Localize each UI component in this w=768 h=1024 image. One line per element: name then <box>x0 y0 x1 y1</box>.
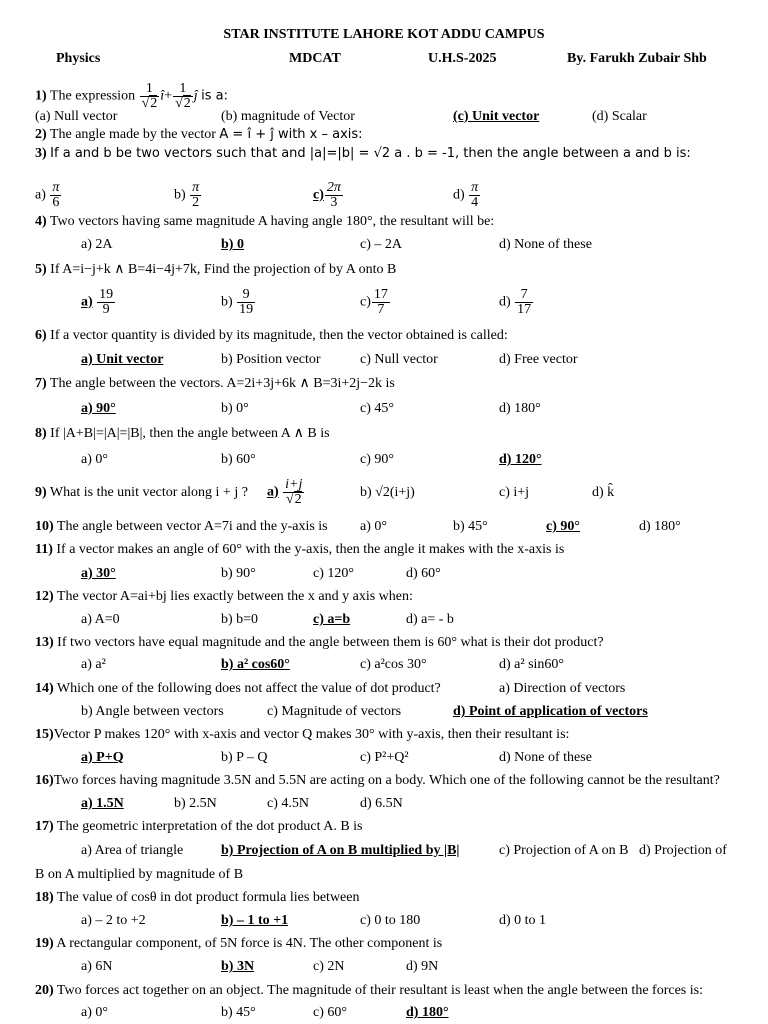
option-d[interactable]: d) $\frac{\pi}{4}$ <box>453 180 479 210</box>
option-a[interactable]: a) 0° <box>360 519 387 534</box>
option-d-correct[interactable]: d) 120° <box>499 452 542 467</box>
option-b[interactable]: b) b=0 <box>221 612 259 627</box>
option-c[interactable]: c) 60° <box>313 1005 347 1020</box>
option-b-correct[interactable]: b) 0 <box>221 237 244 252</box>
question-text: Which one of the following does not affect the value of dot product? <box>56 681 441 696</box>
option-c[interactable]: c) 0 to 180 <box>360 913 421 928</box>
question-6 <box>35 328 508 344</box>
question-3 <box>35 146 691 162</box>
option-b[interactable]: b) 45° <box>221 1005 256 1020</box>
question-text: The angle made by the vector <box>49 127 216 142</box>
question-text: If |A+B|=|A|=|B|, then the angle between A ∧ B is <box>50 426 330 441</box>
question-13 <box>35 635 604 651</box>
question-number: 10) <box>35 519 54 534</box>
option-b[interactable]: b) $\frac{9}{19}$ <box>221 287 254 317</box>
option-a[interactable]: a) $\frac{\pi}{6}$ <box>35 180 60 210</box>
question-text: The value of cosθ in dot product formula lies between <box>56 890 360 905</box>
option-d[interactable]: d) Projection of <box>639 843 727 858</box>
question-text: Two forces act together on an object. The magnitude of their resultant is least when the angle between the forces is: <box>56 983 703 998</box>
question-number: 1) <box>35 88 47 104</box>
option-b[interactable]: b) $\frac{\pi}{2}$ <box>174 180 200 210</box>
question-5 <box>35 262 396 278</box>
board-label: U.H.S-2025 <box>428 51 497 66</box>
option-b[interactable]: b) P – Q <box>221 750 268 765</box>
option-d[interactable]: d) 60° <box>406 566 441 581</box>
option-d[interactable]: d) a² sin60° <box>499 657 565 672</box>
option-d[interactable]: d) 180° <box>499 401 541 416</box>
question-text: The expression <box>49 88 136 104</box>
author-label: By. Farukh Zubair Shb <box>567 51 707 66</box>
option-c[interactable]: c) $\frac{17}{7}$ <box>360 287 388 317</box>
question-text: The angle between vector A=7i and the y-axis is <box>56 519 328 534</box>
option-c[interactable]: c) 2N <box>313 959 345 974</box>
question-number: 5) <box>35 262 47 277</box>
question-8 <box>35 426 330 442</box>
option-d[interactable]: d) 180° <box>639 519 681 534</box>
option-d[interactable]: d) a= - b <box>406 612 454 627</box>
option-c-correct[interactable]: c) a=b <box>313 612 351 627</box>
question-14 <box>35 681 441 697</box>
exam-label: MDCAT <box>289 51 341 66</box>
option-a[interactable]: a) 6N <box>81 959 113 974</box>
question-number: 18) <box>35 890 54 905</box>
option-a-correct[interactable]: a) $\frac{i+j}{√2}$ <box>267 477 303 507</box>
page-title: STAR INSTITUTE LAHORE KOT ADDU CAMPUS <box>223 27 545 42</box>
question-7 <box>35 376 395 392</box>
question-number: 6) <box>35 328 47 343</box>
question-number: 20) <box>35 983 54 998</box>
option-a-correct[interactable]: a) 1.5N <box>81 796 124 811</box>
question-text: Two forces having magnitude 3.5N and 5.5N are acting on a body. Which one of the following cannot be the resultant? <box>53 773 720 788</box>
question-text: Vector P makes 120° with x-axis and vector Q makes 30° with y-axis, then their resultant is: <box>53 727 570 742</box>
option-d[interactable]: d) None of these <box>499 237 592 252</box>
option-b-correct[interactable]: b) Projection of A on B multiplied by |B| <box>221 843 460 858</box>
question-12 <box>35 589 413 605</box>
question-text: If a vector quantity is divided by its magnitude, then the vector obtained is called: <box>50 328 508 343</box>
question-4 <box>35 214 494 230</box>
question-17 <box>35 819 363 835</box>
question-text: If A=i−j+k ∧ B=4i−4j+7k, Find the projection of by A onto B <box>50 262 397 277</box>
option-c[interactable]: c) Magnitude of vectors <box>267 704 402 719</box>
option-b[interactable]: b) 2.5N <box>174 796 217 811</box>
option-d[interactable]: (d) Scalar <box>592 109 647 124</box>
question-16 <box>35 773 720 789</box>
option-a-correct[interactable]: a) Unit vector <box>81 352 164 367</box>
option-a[interactable]: a) A=0 <box>81 612 120 627</box>
question-text: If a and b be two vectors such that and |a|=|b| = √2 a . b = -1, then the angle between a and b is: <box>50 146 691 161</box>
option-c[interactable]: c) Null vector <box>360 352 438 367</box>
question-number: 3) <box>35 146 47 161</box>
option-c[interactable]: c) Projection of A on B <box>499 843 629 858</box>
question-2 <box>35 127 363 143</box>
question-19 <box>35 936 442 952</box>
question-number: 16) <box>35 773 54 788</box>
option-b[interactable]: b) 60° <box>221 452 256 467</box>
option-c[interactable]: c) P²+Q² <box>360 750 409 765</box>
question-text: If a vector makes an angle of 60° with the y-axis, then the angle it makes with the x-axis is <box>56 542 565 557</box>
question-text-end: is a: <box>201 88 229 104</box>
question-20 <box>35 983 703 999</box>
option-a[interactable]: a) 0° <box>81 1005 108 1020</box>
option-d[interactable]: d) $\frac{7}{17}$ <box>499 287 532 317</box>
option-d[interactable]: d) 9N <box>406 959 439 974</box>
expression-fraction: $\frac{1}{√2}$ <box>175 81 191 111</box>
option-c-correct[interactable]: c) $\frac{2\pi}{3}$ <box>313 180 341 210</box>
option-a-correct[interactable]: a) $\frac{19}{9}$ <box>81 287 114 317</box>
question-text: If two vectors have equal magnitude and the angle between them is 60° what is their dot product? <box>57 635 604 650</box>
option-b[interactable]: b) 90° <box>221 566 256 581</box>
option-a-correct[interactable]: a) 90° <box>81 401 116 416</box>
question-text: Two vectors having same magnitude A having angle 180°, the resultant will be: <box>49 214 495 229</box>
option-a-correct[interactable]: a) 30° <box>81 566 116 581</box>
option-c-correct[interactable]: (c) Unit vector <box>453 109 540 124</box>
option-d[interactable]: d) k̂ <box>592 485 615 500</box>
question-number: 7) <box>35 376 47 391</box>
question-number: 4) <box>35 214 47 229</box>
option-c[interactable]: c) 4.5N <box>267 796 309 811</box>
option-b[interactable]: b) 45° <box>453 519 488 534</box>
option-d[interactable]: d) None of these <box>499 750 592 765</box>
option-d-correct[interactable]: d) Point of application of vectors <box>453 704 648 719</box>
option-a-correct[interactable]: a) P+Q <box>81 750 124 765</box>
question-number: 2) <box>35 127 47 142</box>
option-a[interactable]: a) Area of triangle <box>81 843 184 858</box>
question-15 <box>35 727 569 743</box>
option-c[interactable]: c) 120° <box>313 566 354 581</box>
option-c[interactable]: c) i+j <box>499 485 530 500</box>
expression-fraction: $\frac{1}{√2}$ <box>141 81 158 111</box>
vector-expression: A = î + ĵ with x – axis: <box>219 127 363 142</box>
option-b[interactable]: b) Angle between vectors <box>81 704 224 719</box>
option-d[interactable]: d) 6.5N <box>360 796 403 811</box>
option-c-correct[interactable]: c) 90° <box>546 519 580 534</box>
question-number: 8) <box>35 426 47 441</box>
option-b-correct[interactable]: b) – 1 to +1 <box>221 913 289 928</box>
option-a[interactable]: a) Direction of vectors <box>499 681 626 696</box>
question-10 <box>35 519 328 535</box>
question-9 <box>35 485 248 501</box>
option-d-continued: B on A multiplied by magnitude of B <box>35 867 244 882</box>
option-a[interactable]: a) a² <box>81 657 106 672</box>
option-a[interactable]: a) – 2 to +2 <box>81 913 146 928</box>
option-d[interactable]: d) Free vector <box>499 352 578 367</box>
question-number: 19) <box>35 936 54 951</box>
question-text: The angle between the vectors. A=2i+3j+6k ∧ B=3i+2j−2k is <box>49 376 395 391</box>
option-a[interactable]: a) 2A <box>81 237 113 252</box>
question-number: 17) <box>35 819 54 834</box>
question-number: 14) <box>35 681 54 696</box>
question-text: A rectangular component, of 5N force is 4N. The other component is <box>56 936 443 951</box>
question-number: 15) <box>35 727 54 742</box>
question-text: The vector A=ai+bj lies exactly between the x and y axis when: <box>56 589 413 604</box>
question-number: 11) <box>35 542 53 557</box>
subject-label: Physics <box>56 51 101 66</box>
question-number: 12) <box>35 589 54 604</box>
option-c[interactable]: c) 45° <box>360 401 394 416</box>
question-number: 9) <box>35 485 47 500</box>
question-number: 13) <box>35 635 54 650</box>
option-d-correct[interactable]: d) 180° <box>406 1005 449 1020</box>
question-1: 1) The expression $\frac{1}{√2}$ î+ $\frac{1}{√2}$ ĵ is a: <box>35 81 229 111</box>
option-c[interactable]: c) – 2A <box>360 237 402 252</box>
option-a[interactable]: a) 0° <box>81 452 108 467</box>
question-11 <box>35 542 564 558</box>
option-b[interactable]: (b) magnitude of Vector <box>221 109 355 124</box>
option-b[interactable]: b) √2(i+j) <box>360 485 415 500</box>
question-text: What is the unit vector along i + j ? <box>49 485 248 500</box>
option-c[interactable]: c) 90° <box>360 452 394 467</box>
option-b[interactable]: b) Position vector <box>221 352 321 367</box>
option-b-correct[interactable]: b) a² cos60° <box>221 657 290 672</box>
option-a[interactable]: (a) Null vector <box>35 109 118 124</box>
question-text: The geometric interpretation of the dot product A. B is <box>56 819 363 834</box>
option-c[interactable]: c) a²cos 30° <box>360 657 427 672</box>
option-b[interactable]: b) 0° <box>221 401 249 416</box>
option-d[interactable]: d) 0 to 1 <box>499 913 547 928</box>
option-b-correct[interactable]: b) 3N <box>221 959 255 974</box>
question-18 <box>35 890 359 906</box>
